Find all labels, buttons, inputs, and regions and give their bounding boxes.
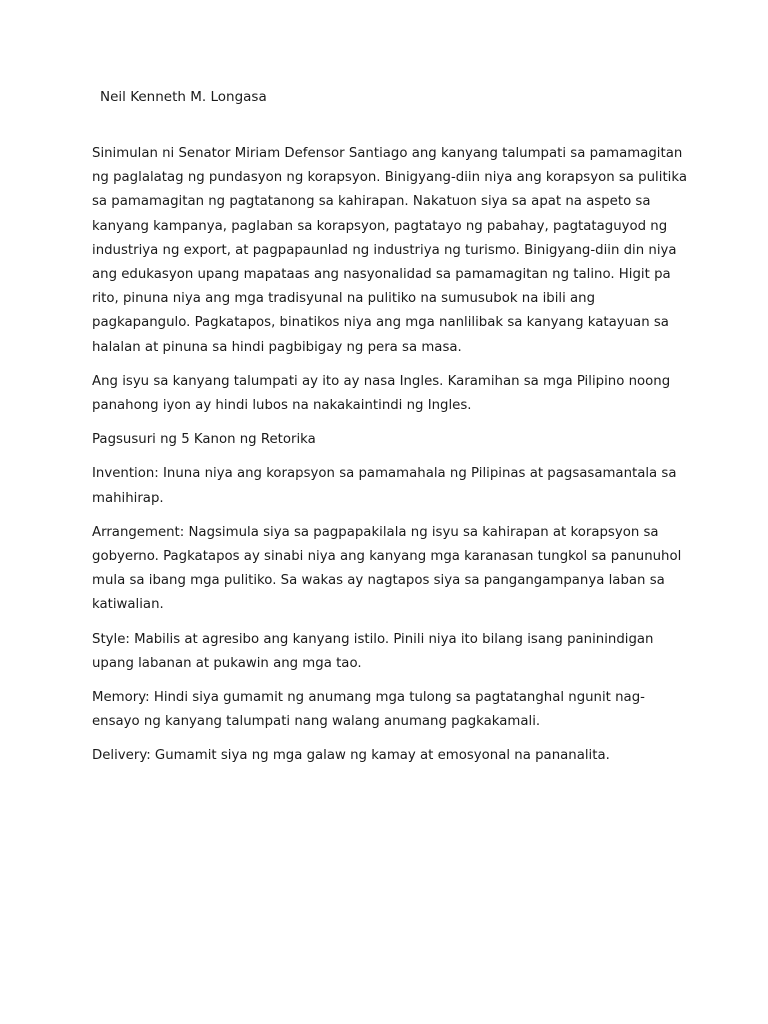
paragraph-style: Style: Mabilis at agresibo ang kanyang istilo. Pinili niya ito bilang isang paninindigan upang labanan at pukawin ang mga tao. [92,631,654,671]
paragraph-memory: Memory: Hindi siya gumamit ng anumang mga tulong sa pagtatanghal ngunit nag-ensayo ng kanyang talumpati nang walang anumang pagkakamali. [92,690,645,730]
paragraph-delivery: Delivery: Gumamit siya ng mga galaw ng kamay at emosyonal na pananalita. [92,748,610,764]
paragraph-invention: Invention: Inuna niya ang korapsyon sa pamamahala ng Pilipinas at pagsasamantala sa mahihirap. [92,466,677,506]
author-name: Neil Kenneth M. Longasa [100,89,267,105]
paragraph-issue: Ang isyu sa kanyang talumpati ay ito ay nasa Ingles. Karamihan sa mga Pilipino noong panahong iyon ay hindi lubos na nakakaintindi ng Ingles. [92,373,671,414]
paragraph-summary: Sinimulan ni Senator Miriam Defensor Santiago ang kanyang talumpati sa pamamagitan ng paglalatag ng pundasyon ng korapsyon. Binigyang-diin niya ang korapsyon sa pulitika sa pamamagitan ng pagtatanong sa kahirapan. Nakatuon siya sa apat na aspeto sa kanyang kampanya, paglaban sa korapsyon, pagtatayo ng pabahay, pagtataguyod ng industriya ng export, at pagpapaunlad ng industriya ng turismo. Binigyang-diin din niya ang edukasyon upang mapataas ang nasyonalidad sa pamamagitan ng talino. Higit pa rito, pinuna niya ang mga tradisyunal na pulitiko na sumusubok na ibili ang pagkapangulo. Pagkatapos, binatikos niya ang mga nanlilibak sa kanyang katayuan sa halalan at pinuna sa hindi pagbibigay ng pera sa masa. [92,146,687,355]
paragraph-arrangement: Arrangement: Nagsimula siya sa pagpapakilala ng isyu sa kahirapan at korapsyon sa gobyerno. Pagkatapos ay sinabi niya ang kanyang mga karanasan tungkol sa panunuhol mula sa ibang mga pulitiko. Sa wakas ay nagtapos siya sa pangangampanya laban sa katiwalian. [92,524,682,613]
section-heading: Pagsusuri ng 5 Kanon ng Retorika [92,432,316,448]
document-body [92,142,692,779]
